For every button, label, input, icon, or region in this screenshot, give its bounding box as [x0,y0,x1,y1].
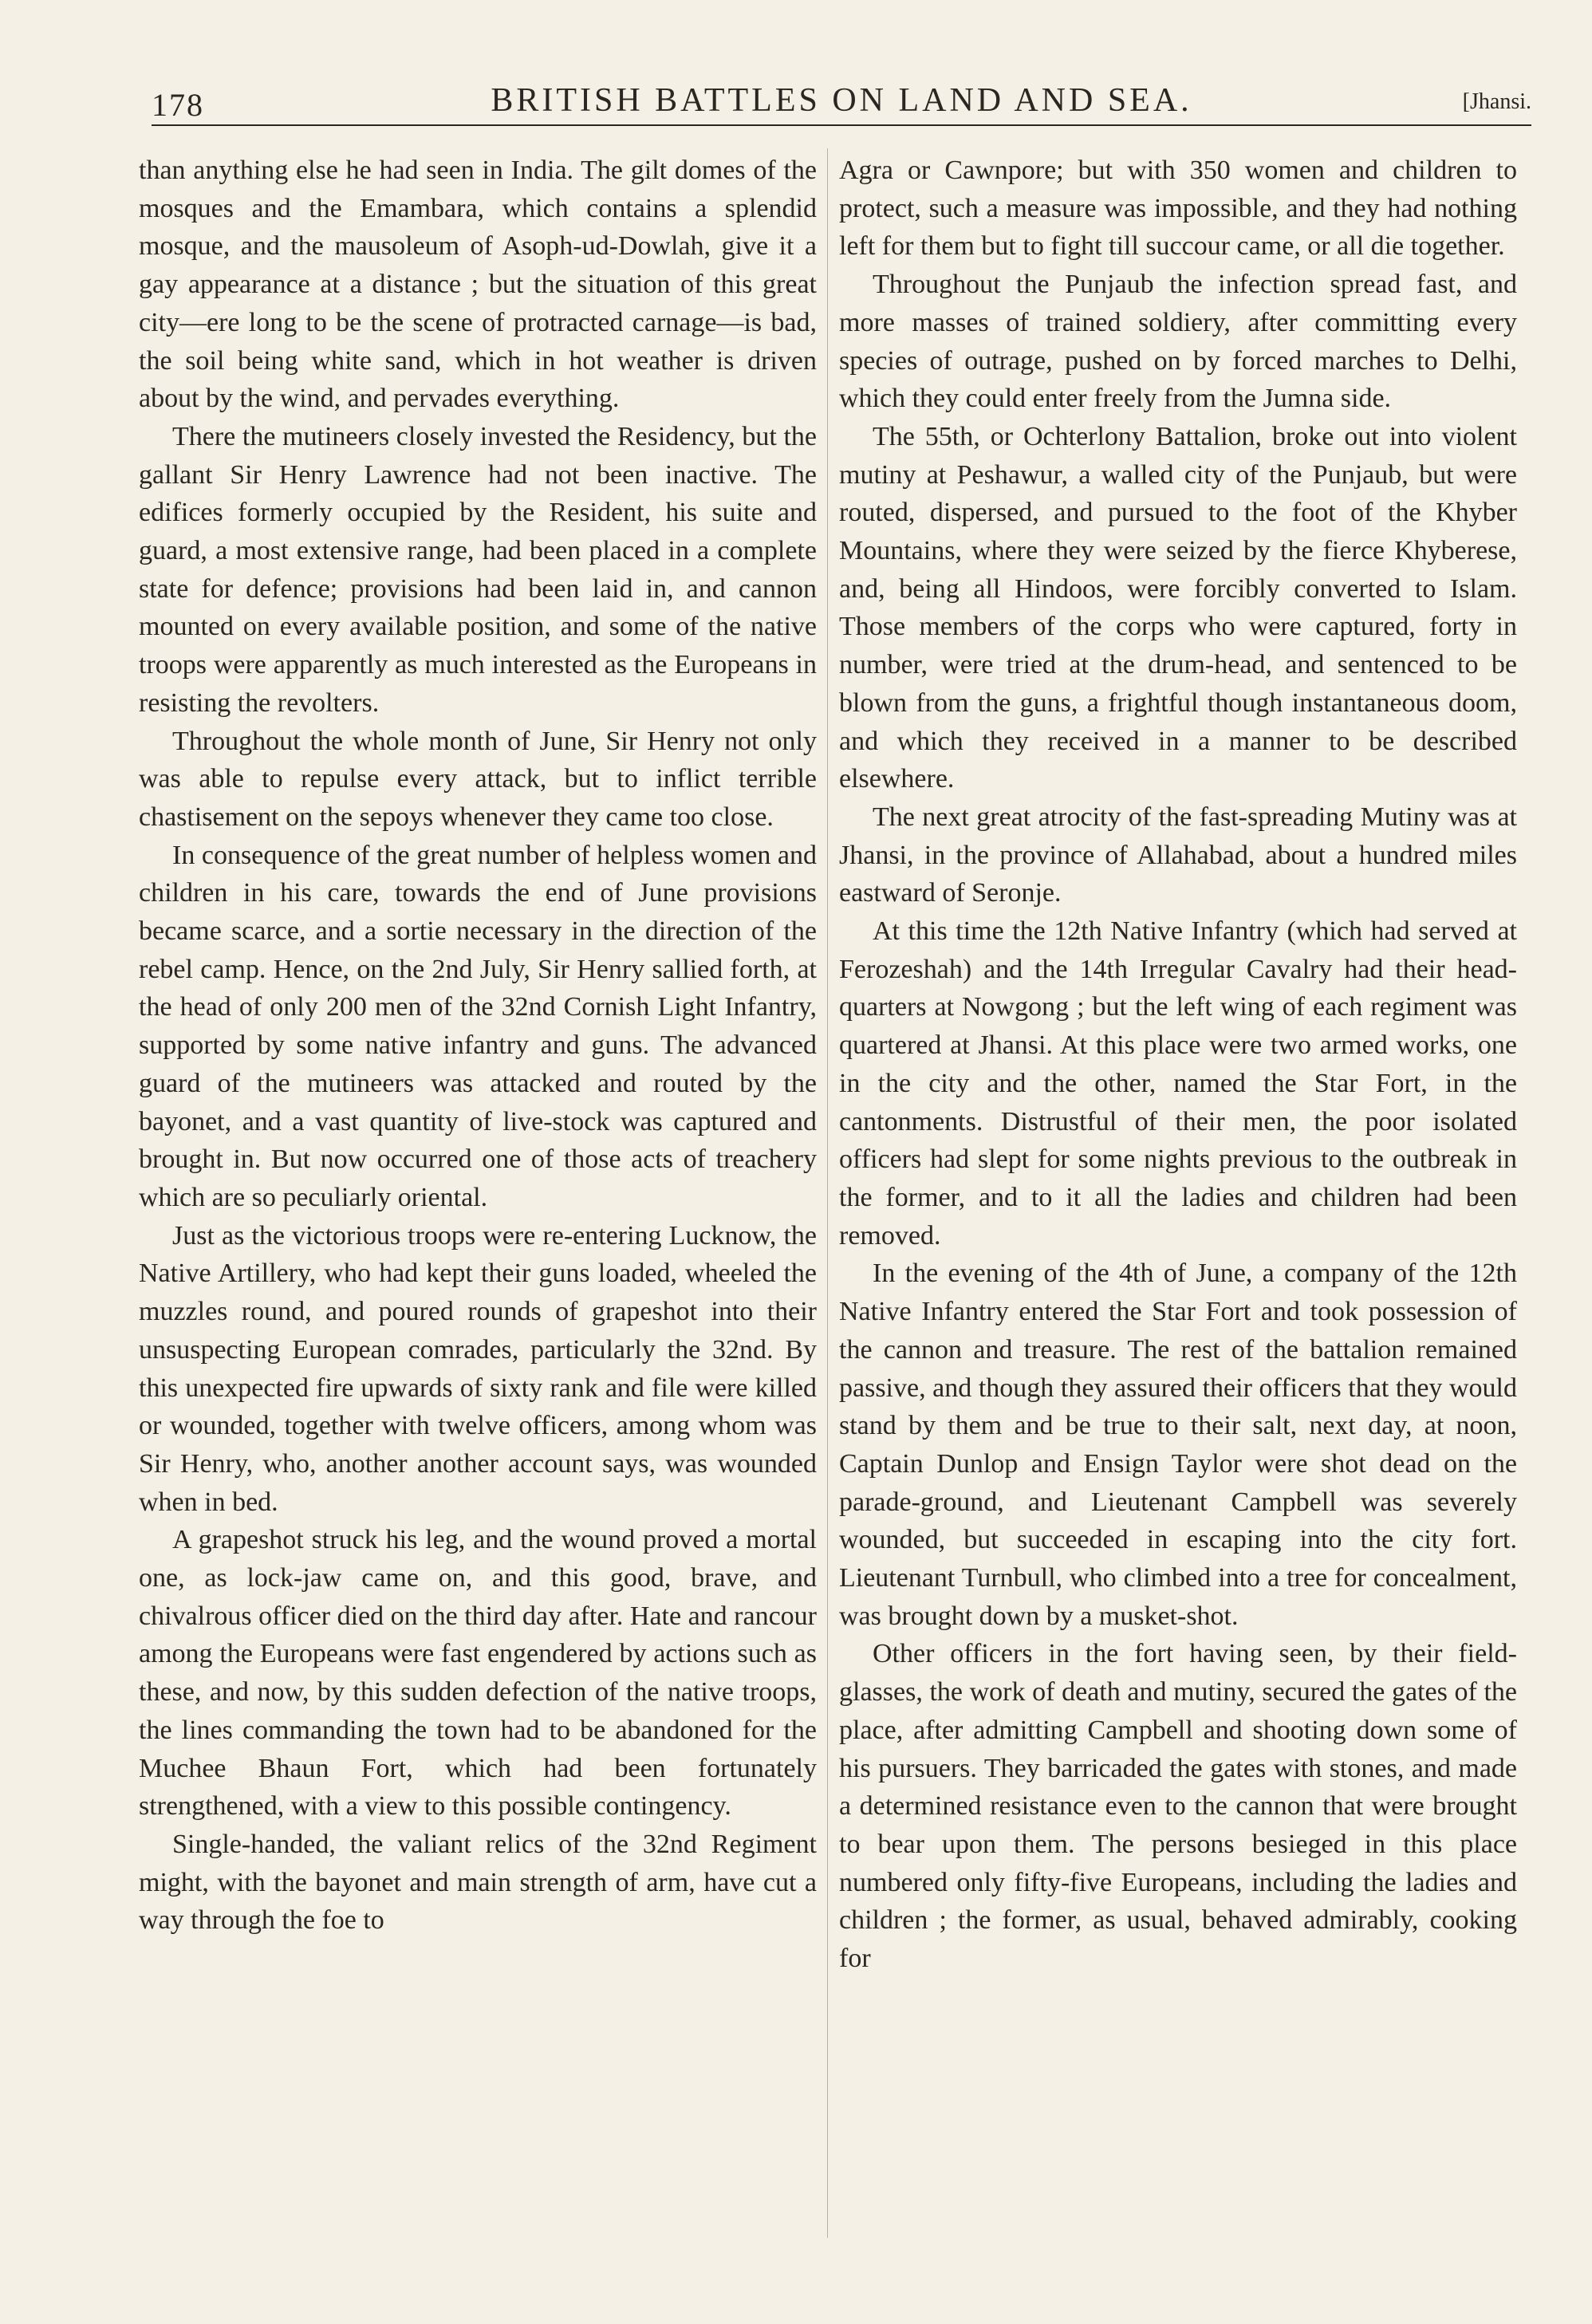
left-column [139,152,817,1940]
page-header [152,77,1531,132]
paragraph: In consequence of the great number of helpless women and children in his care, towards the end of June provisions became scarce, and a sortie necessary in the direction of the rebel camp. Hence, on the 2nd July, Sir Henry sallied forth, at the head of only 200 men of the 32nd Cornish Light Infantry, supported by some native infantry and guns. The advanced guard of the mutineers was attacked and routed by the bayonet, and a vast quantity of live-stock was captured and brought in. But now occurred one of those acts of treachery which are so peculiarly oriental. [139,840,817,1212]
paragraph: Throughout the whole month of June, Sir Henry not only was able to repulse every attack, but to inflict terrible chastisement on the sepoys whenever they came too close. [139,726,817,832]
paragraph: The 55th, or Ochterlony Battalion, broke out into violent mutiny at Peshawur, a walled city of the Punjaub, but were routed, dispersed, and pursued to the foot of the Khyber Mountains, where they were seized by the fierce Khyberese, and, being all Hindoos, were forcibly converted to Islam. Those members of the corps who were captured, forty in number, were tried at the drum-head, and sentenced to be blown from the guns, a frightful though instantaneous doom, and which they received in a manner to be described elsewhere. [839,421,1517,794]
section-label: [Jhansi. [1462,89,1531,114]
paragraph: Agra or Cawnpore; but with 350 women and children to protect, such a measure was impossible, and they had nothing left for them but to fight till succour came, or all die together. [839,156,1517,262]
paragraph: than anything else he had seen in India. The gilt domes of the mosques and the Emambara, which contains a splendid mosque, and the mausoleum of Asoph-ud-Dowlah, give it a gay appearance at a distance ; but the situation of this great city—ere long to be the scene of protracted carnage—is bad, the soil being white sand, which in hot weather is driven about by the wind, and pervades everything. [139,156,817,414]
header-rule [152,124,1531,126]
paragraph: Throughout the Punjaub the infection spread fast, and more masses of trained soldiery, after committing every species of outrage, pushed on by forced marches to Delhi, which they could enter freely from the Jumna side. [839,270,1517,414]
paragraph: Other officers in the fort having seen, by their field-glasses, the work of death and mutiny, secured the gates of the place, after admitting Campbell and shooting down some of his pursuers. They barricaded the gates with stones, and made a determined resistance even to the cannon that were brought to bear upon them. The persons besieged in this place numbered only fifty-five Europeans, including the ladies and children ; the former, as usual, behaved admirably, cooking for [839,1639,1517,1974]
paragraph: There the mutineers closely invested the Residency, but the gallant Sir Henry Lawrence had not been inactive. The edifices formerly occupied by the Resident, his suite and guard, a most extensive range, had been placed in a complete state for defence; provisions had been laid in, and cannon mounted on every available position, and some of the native troops were apparently as much interested as the Europeans in resisting the revolters. [139,421,817,718]
paragraph: A grapeshot struck his leg, and the wound proved a mortal one, as lock-jaw came on, and this good, brave, and chivalrous officer died on the third day after. Hate and rancour among the Europeans were fast engendered by actions such as these, and now, by this sudden defection of the native troops, the lines commanding the town had to be abandoned for the Muchee Bhaun Fort, which had been fortunately strengthened, with a view to this possible contingency. [139,1525,817,1822]
right-column [839,152,1517,1978]
paragraph: At this time the 12th Native Infantry (which had served at Ferozeshah) and the 14th Irregular Cavalry had their head-quarters at Nowgong ; but the left wing of each regiment was quartered at Jhansi. At this place were two armed works, one in the city and the other, named the Star Fort, in the cantonments. Distrustful of their men, the poor isolated officers had slept for some nights previous to the outbreak in the former, and to it all the ladies and children had been removed. [839,916,1517,1251]
running-title: BRITISH BATTLES ON LAND AND SEA. [491,82,1192,119]
paragraph: Just as the victorious troops were re-entering Lucknow, the Native Artillery, who had kept their guns loaded, wheeled the muzzles round, and poured rounds of grapeshot into their unsuspecting European comrades, particularly the 32nd. By this unexpected fire upwards of sixty rank and file were killed or wounded, together with twelve officers, among whom was Sir Henry, who, another another account says, was wounded when in bed. [139,1220,817,1517]
paragraph: In the evening of the 4th of June, a company of the 12th Native Infantry entered the Star Fort and took possession of the cannon and treasure. The rest of the battalion remained passive, and though they assured their officers that they would stand by them and be true to their salt, next day, at noon, Captain Dunlop and Ensign Taylor were shot dead on the parade-ground, and Lieutenant Campbell was severely wounded, but succeeded in escaping into the city fort. Lieutenant Turnbull, who climbed into a tree for concealment, was brought down by a musket-shot. [839,1259,1517,1631]
page-number: 178 [152,87,204,123]
paragraph: Single-handed, the valiant relics of the 32nd Regiment might, with the bayonet and main strength of arm, have cut a way through the foe to [139,1829,817,1936]
column-divider [827,148,828,2238]
paragraph: The next great atrocity of the fast-spreading Mutiny was at Jhansi, in the province of Allahabad, about a hundred miles eastward of Seronje. [839,802,1517,908]
